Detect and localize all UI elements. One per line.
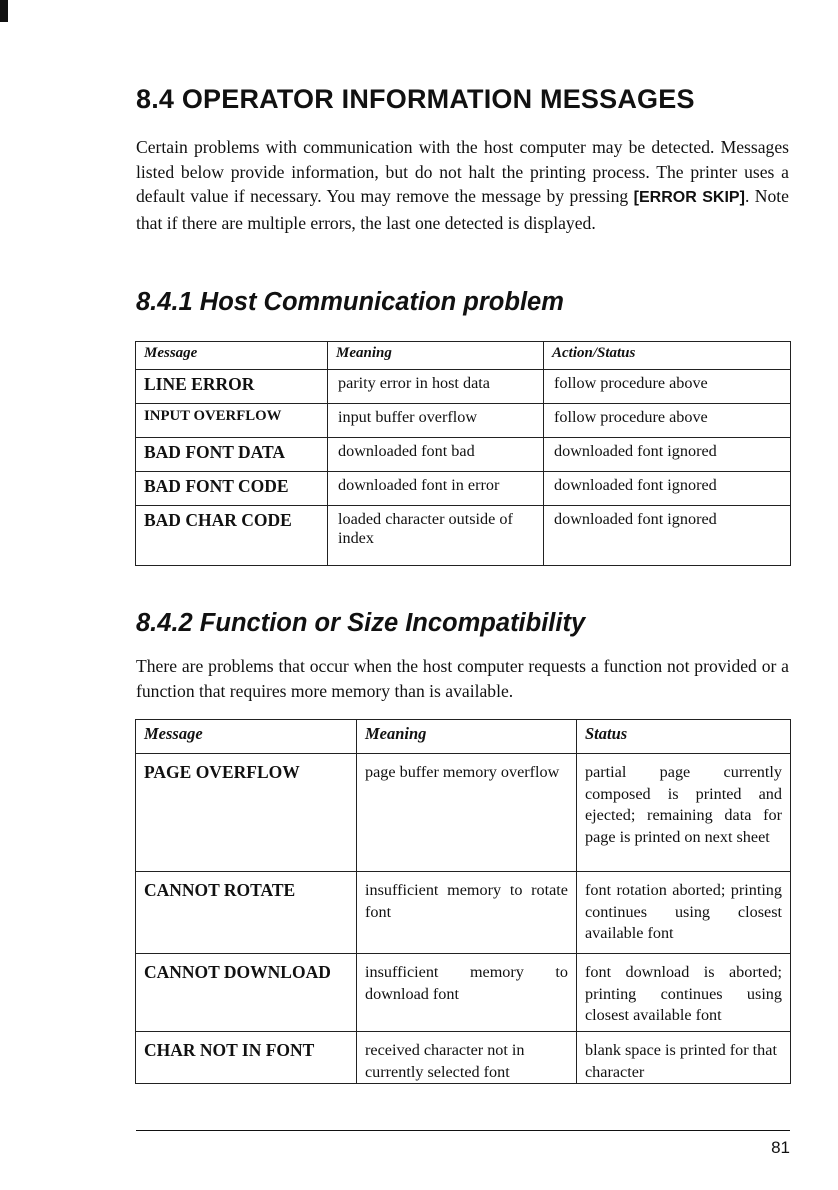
scan-edge-mark xyxy=(0,0,8,22)
message-cell: BAD FONT CODE xyxy=(136,472,328,506)
meaning-cell: insufficient memory to download font xyxy=(357,954,577,1032)
message-cell: BAD CHAR CODE xyxy=(136,506,328,566)
meaning-cell: insufficient memory to rotate font xyxy=(357,872,577,954)
column-header-message: Message xyxy=(136,342,328,370)
meaning-cell: loaded character outside of index xyxy=(328,506,544,566)
message-cell: BAD FONT DATA xyxy=(136,438,328,472)
table-row xyxy=(136,754,791,872)
table-row xyxy=(136,1032,791,1084)
function-size-table xyxy=(135,719,791,1084)
table-header-row xyxy=(136,342,791,370)
action-cell: follow procedure above xyxy=(544,370,791,404)
function-size-title: 8.4.2 Function or Size Incompatibility xyxy=(136,609,586,637)
meaning-cell: input buffer overflow xyxy=(328,404,544,438)
meaning-cell: parity error in host data xyxy=(328,370,544,404)
meaning-cell: received character not in currently selected font xyxy=(357,1032,577,1084)
section-title: 8.4 OPERATOR INFORMATION MESSAGES xyxy=(136,84,695,114)
host-comm-title: 8.4.1 Host Communication problem xyxy=(136,288,564,316)
meaning-cell: page buffer memory overflow xyxy=(357,754,577,872)
status-cell: blank space is printed for that character xyxy=(577,1032,791,1084)
status-cell: partial page currently composed is printed and ejected; remaining data for page is printed on next sheet xyxy=(577,754,791,872)
page-number: 81 xyxy=(771,1138,790,1157)
status-cell: font rotation aborted; printing continues using closest available font xyxy=(577,872,791,954)
table-row xyxy=(136,872,791,954)
table-row xyxy=(136,438,791,472)
table-row xyxy=(136,954,791,1032)
message-cell: CANNOT ROTATE xyxy=(136,872,357,954)
intro-text-start: Certain problems with communication with the host computer may be detected. Messages listed below provide information, but do not halt the printing process. The printer uses a default value if necessary. You may remove the message by pressing xyxy=(136,137,789,206)
meaning-cell: downloaded font in error xyxy=(328,472,544,506)
action-cell: downloaded font ignored xyxy=(544,506,791,566)
table-header-row xyxy=(136,720,791,754)
table-row xyxy=(136,404,791,438)
host-comm-table xyxy=(135,341,791,566)
message-cell: CANNOT DOWNLOAD xyxy=(136,954,357,1032)
section-intro xyxy=(136,135,789,235)
function-size-intro: There are problems that occur when the host computer requests a function not provided or a function that requires more memory than is available. xyxy=(136,656,789,701)
error-skip-key-label: [ERROR SKIP] xyxy=(633,189,745,206)
column-header-status: Status xyxy=(577,720,791,754)
column-header-meaning: Meaning xyxy=(357,720,577,754)
footer-rule xyxy=(136,1130,790,1131)
table-row xyxy=(136,370,791,404)
message-cell: PAGE OVERFLOW xyxy=(136,754,357,872)
action-cell: downloaded font ignored xyxy=(544,438,791,472)
table-row xyxy=(136,472,791,506)
action-cell: downloaded font ignored xyxy=(544,472,791,506)
column-header-message: Message xyxy=(136,720,357,754)
message-cell: CHAR NOT IN FONT xyxy=(136,1032,357,1084)
action-cell: follow procedure above xyxy=(544,404,791,438)
table-row xyxy=(136,506,791,566)
intro-text-end: . Note that if there are multiple errors, the last one detected is displayed. xyxy=(136,186,789,233)
message-cell: LINE ERROR xyxy=(136,370,328,404)
message-cell: INPUT OVERFLOW xyxy=(136,404,328,438)
column-header-action: Action/Status xyxy=(544,342,791,370)
status-cell: font download is aborted; printing continues using closest available font xyxy=(577,954,791,1032)
meaning-cell: downloaded font bad xyxy=(328,438,544,472)
column-header-meaning: Meaning xyxy=(328,342,544,370)
